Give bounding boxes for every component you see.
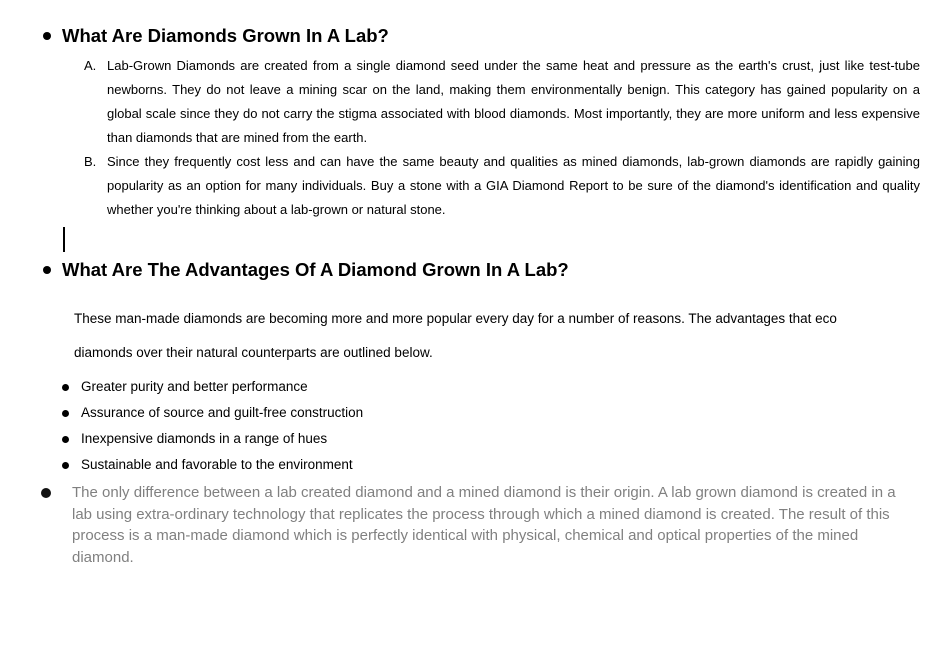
bullet-icon: [43, 32, 51, 40]
bullet-icon: [62, 384, 69, 391]
bullet-icon: [41, 488, 51, 498]
bullet-icon: [62, 462, 69, 469]
list-item-label: Assurance of source and guilt-free construction: [81, 405, 364, 420]
heading-row-lab-grown: [43, 25, 389, 47]
list-item-label: Sustainable and favorable to the environment: [81, 457, 353, 472]
list-item: [62, 400, 363, 426]
list-item: [62, 452, 363, 478]
paragraph-lab-grown-a: Lab-Grown Diamonds are created from a single diamond seed under the same heat and pressure as the earth's crust, just like test-tube newborns. They do not leave a mining scar on the land, making them environmentally benign. This category has gained popularity on a global scale since they do not carry the stigma associated with blood diamonds. Most importantly, they are more uniform and less expensive than diamonds that are mined from the earth.: [107, 58, 920, 145]
lettered-list: [84, 54, 920, 222]
list-item-label: Inexpensive diamonds in a range of hues: [81, 431, 328, 446]
intro-paragraph: [74, 302, 940, 370]
note-row: [41, 482, 917, 568]
paragraph-lab-grown-b: Since they frequently cost less and can have the same beauty and qualities as mined diamonds, lab-grown diamonds are rapidly gaining popularity as an option for many individuals. Buy a stone with a GIA Diamond Report to be sure of the diamond's identification and quality whether you're thinking about a lab-grown or natural stone.: [107, 154, 920, 217]
lettered-item-b: [84, 150, 920, 222]
list-item: [62, 374, 363, 400]
intro-line: These man-made diamonds are becoming more and more popular every day for a number of reasons. The advantages that eco: [74, 311, 837, 326]
note-paragraph: The only difference between a lab created diamond and a mined diamond is their origin. A lab grown diamond is created in a lab using extra-ordinary technology that replicates the process through which a mined diamond is created. The result of this process is a man-made diamond which is perfectly identical with physical, chemical and optical properties of the mined diamond.: [72, 484, 896, 566]
lettered-marker-b: B.: [84, 154, 97, 169]
bullet-icon: [62, 436, 69, 443]
bullet-icon: [62, 410, 69, 417]
list-item: [62, 426, 363, 452]
text-cursor: [63, 227, 65, 252]
bullet-icon: [43, 266, 51, 274]
list-item-label: Greater purity and better performance: [81, 379, 308, 394]
heading-lab-grown: What Are Diamonds Grown In A Lab?: [62, 25, 389, 46]
heading-row-advantages: [43, 259, 569, 281]
lettered-marker-a: A.: [84, 58, 97, 73]
heading-advantages: What Are The Advantages Of A Diamond Grown In A Lab?: [62, 259, 569, 280]
intro-line: diamonds over their natural counterparts are outlined below.: [74, 345, 433, 360]
advantages-list: [62, 374, 363, 478]
lettered-item-a: [84, 54, 920, 150]
